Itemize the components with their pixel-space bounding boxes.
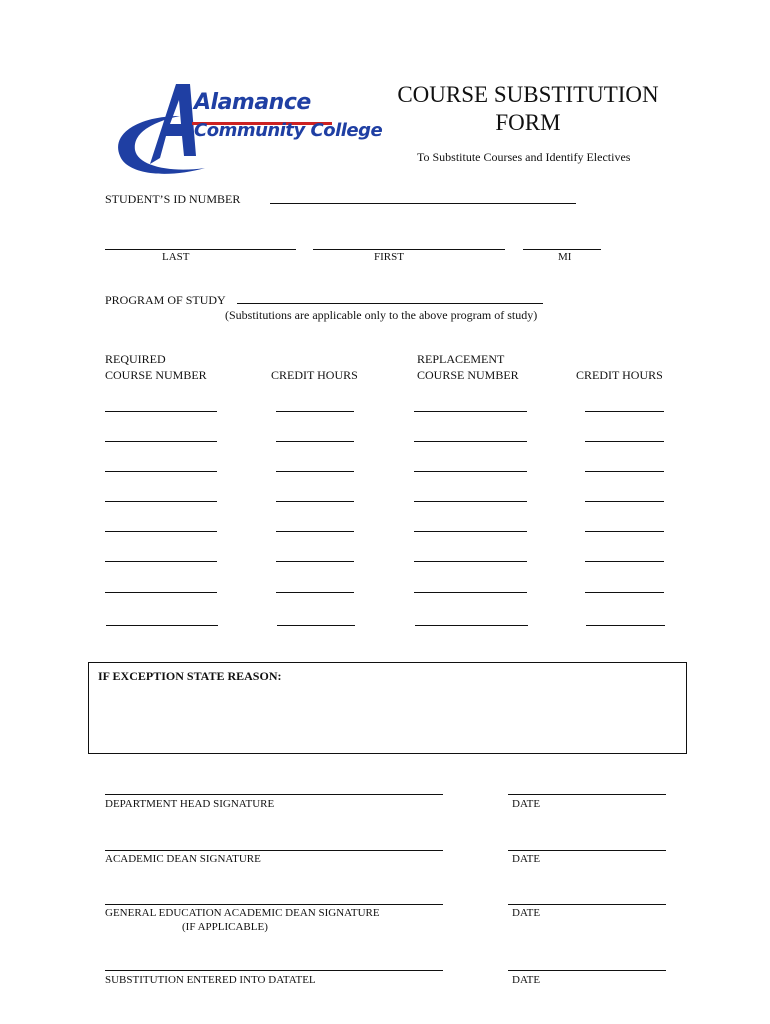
datatel-entry-date-field[interactable] [508,970,666,971]
last-name-field[interactable] [105,249,296,250]
required-course-field[interactable] [105,411,217,412]
required-credit-field[interactable] [276,411,354,412]
logo-line-2: Community College [194,120,383,141]
replacement-credit-field[interactable] [585,531,664,532]
gen-ed-dean-date-field[interactable] [508,904,666,905]
datatel-entry-signature-field[interactable] [105,970,443,971]
replacement-header-line-2: COURSE NUMBER [417,368,519,382]
form-title-line-1: COURSE SUBSTITUTION [397,82,659,107]
replacement-course-field[interactable] [414,592,527,593]
required-course-field[interactable] [105,531,217,532]
college-logo [110,78,383,178]
replacement-header-line-1: REPLACEMENT [417,352,505,366]
replacement-course-field[interactable] [414,411,527,412]
gen-ed-dean-date-label: DATE [512,907,541,919]
required-header-line-2: COURSE NUMBER [105,368,207,382]
replacement-credit-field[interactable] [586,625,665,626]
first-name-field[interactable] [313,249,505,250]
first-name-label: FIRST [374,251,404,263]
credit-hours-header-1: CREDIT HOURS [271,368,358,382]
replacement-credit-field[interactable] [585,441,664,442]
middle-initial-field[interactable] [523,249,601,250]
form-title-line-2: FORM [495,110,561,135]
datatel-entry-date-label: DATE [512,974,541,986]
replacement-credit-field[interactable] [585,471,664,472]
student-id-label: STUDENT’S ID NUMBER [105,192,241,206]
required-course-field[interactable] [105,441,217,442]
program-note: (Substitutions are applicable only to the above program of study) [225,308,538,322]
program-of-study-field[interactable] [237,303,543,304]
required-credit-field[interactable] [276,501,354,502]
department-head-date-field[interactable] [508,794,666,795]
academic-dean-signature-label: ACADEMIC DEAN SIGNATURE [105,853,261,865]
replacement-course-field[interactable] [415,625,528,626]
datatel-entry-label: SUBSTITUTION ENTERED INTO DATATEL [105,974,316,986]
replacement-course-field[interactable] [414,561,527,562]
department-head-date-label: DATE [512,798,541,810]
replacement-course-field[interactable] [414,471,527,472]
required-credit-field[interactable] [276,531,354,532]
replacement-credit-field[interactable] [585,592,664,593]
academic-dean-date-label: DATE [512,853,541,865]
gen-ed-dean-signature-label: GENERAL EDUCATION ACADEMIC DEAN SIGNATURE [105,907,380,919]
department-head-signature-field[interactable] [105,794,443,795]
academic-dean-date-field[interactable] [508,850,666,851]
replacement-course-field[interactable] [414,441,527,442]
student-id-field[interactable] [270,203,576,204]
gen-ed-dean-signature-field[interactable] [105,904,443,905]
credit-hours-header-2: CREDIT HOURS [576,368,663,382]
required-course-field[interactable] [105,471,217,472]
replacement-course-field[interactable] [414,501,527,502]
exception-reason-label: IF EXCEPTION STATE REASON: [98,669,282,683]
required-course-field[interactable] [105,561,217,562]
replacement-credit-field[interactable] [585,561,664,562]
last-name-label: LAST [162,251,190,263]
department-head-signature-label: DEPARTMENT HEAD SIGNATURE [105,798,275,810]
required-course-field[interactable] [105,501,217,502]
middle-initial-label: MI [558,251,572,263]
logo-line-1: Alamance [194,90,311,115]
form-subtitle: To Substitute Courses and Identify Electives [417,150,631,164]
required-credit-field[interactable] [276,471,354,472]
required-credit-field[interactable] [276,441,354,442]
required-credit-field[interactable] [276,592,354,593]
required-course-field[interactable] [105,592,217,593]
replacement-credit-field[interactable] [585,501,664,502]
required-credit-field[interactable] [277,625,355,626]
program-of-study-label: PROGRAM OF STUDY [105,293,226,307]
required-course-field[interactable] [106,625,218,626]
gen-ed-dean-signature-sublabel: (IF APPLICABLE) [182,921,268,933]
replacement-credit-field[interactable] [585,411,664,412]
required-header-line-1: REQUIRED [105,352,166,366]
academic-dean-signature-field[interactable] [105,850,443,851]
replacement-course-field[interactable] [414,531,527,532]
required-credit-field[interactable] [276,561,354,562]
